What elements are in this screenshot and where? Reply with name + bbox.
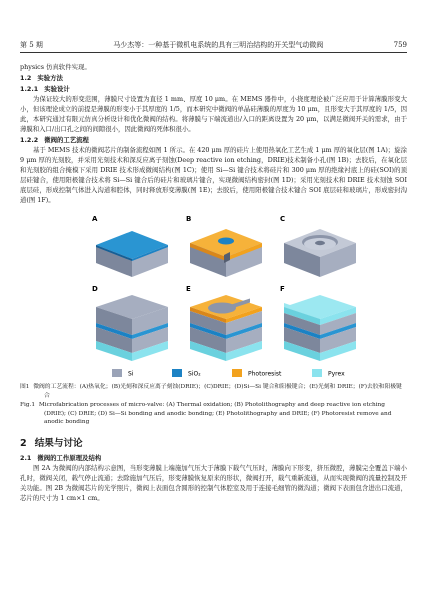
heading-2-1 bbox=[20, 453, 407, 463]
heading-1-2-2 bbox=[20, 135, 407, 145]
heading-1-2-1 bbox=[20, 84, 407, 94]
panel-label-f: F bbox=[280, 285, 285, 293]
legend-swatch-sio2 bbox=[172, 369, 182, 377]
caption-label-zh: 图1 bbox=[20, 384, 30, 390]
panel-f bbox=[280, 285, 356, 361]
heading-title: 实验方法 bbox=[37, 74, 63, 82]
heading-number: 1.2 bbox=[20, 74, 32, 82]
legend-label-si: Si bbox=[128, 370, 134, 378]
caption-text-en: Microfabrication processes of micro-valve: (A) Thermal oxidation; (B) Photolithography and deep reactive ion etching (DRIE); (C) DRIE; (D) Si—Si bonding and anodic bonding; (E) Photolithography and DRIE; (F) Photoresist remove and anodic bonding bbox=[38, 402, 392, 426]
caption-text-zh: 微阀的工艺流程：(A)热氧化；(B)光刻和深反应离子刻蚀(DRIE)；(C)DRIE；(D)Si—Si 键合和阳极键合；(E)光刻和 DRIE；(F)去胶和阳极键合 bbox=[33, 384, 402, 399]
figure-caption-en bbox=[20, 401, 407, 427]
running-title: 马少杰等：一种基于微机电系统的具有三明治结构的开关型气动微阀 bbox=[113, 41, 324, 49]
issue-number: 第 5 期 bbox=[20, 41, 43, 49]
page-number: 759 bbox=[393, 41, 407, 49]
article-body bbox=[20, 62, 407, 503]
paragraph-principle: 图 2A 为微阀的内部结构示意图，当形变薄膜上端施加气压大于薄膜下载气气压时，薄膜向下形变，挤压微腔，薄膜完全覆盖下端小孔时，微阀关闭，载气停止流通；去除施加气压后，形变薄膜恢复原来的形状，微阀打开，载气重新流通，从而实现微阀的流量控制及开关功能。图 2B 为微阀芯片的光学照片，微阀上表面包含圆形的控制气体腔室及用于连接毛细管的微沟道；微阀下表面包含进出口流道，芯片的尺寸为 1 cm×1 cm。 bbox=[20, 463, 407, 502]
figure-caption-zh bbox=[20, 383, 407, 400]
legend-swatch-si bbox=[112, 369, 122, 377]
heading-1-2 bbox=[20, 73, 407, 83]
panel-label-d: D bbox=[92, 285, 98, 293]
section-title: 结果与讨论 bbox=[34, 437, 83, 449]
paragraph-continuation: physics 仿真软件实现。 bbox=[20, 63, 91, 71]
panel-c bbox=[280, 215, 356, 277]
legend-swatch-pyrex bbox=[312, 369, 322, 377]
legend-label-sio2: SiO₂ bbox=[188, 370, 201, 378]
heading-number: 1.2.1 bbox=[20, 85, 39, 93]
section-heading-2 bbox=[20, 439, 407, 449]
paragraph-design: 为保证较大的形变范围，薄膜尺寸设置为直径 1 mm、厚度 10 μm。在 MEMS 器件中，小挠度理论被广泛应用于计算薄膜形变大小，但该理论成立的前提是薄膜的形变小于其厚度的 1/5，而本研究中微阀的单晶硅薄膜的厚度为 10 μm，且形变大于其厚度的 1/5，因此，本研究通过有限元仿真分析设计和优化微阀的结构。将薄膜与下端流道出/入口的距离设置为 20 μm，以满足微阀开关的需求，由于薄膜和入口/出口孔之间的间隙很小，因此微阀的死体积很小。 bbox=[20, 95, 407, 133]
panel-label-a: A bbox=[92, 215, 98, 223]
panel-label-c: C bbox=[280, 215, 286, 223]
running-header bbox=[20, 39, 407, 51]
legend-label-pyrex: Pyrex bbox=[328, 370, 345, 378]
panel-label-b: B bbox=[186, 215, 192, 223]
heading-title: 微阀的工作原理及结构 bbox=[37, 453, 102, 462]
legend-swatch-photoresist bbox=[232, 369, 242, 377]
process-flow-figure bbox=[20, 211, 407, 379]
panel-a bbox=[92, 215, 168, 277]
heading-title: 微阀的工艺流程 bbox=[44, 136, 89, 144]
header-rule bbox=[20, 52, 407, 53]
panel-b bbox=[186, 215, 262, 277]
heading-number: 1.2.2 bbox=[20, 136, 39, 144]
panel-d bbox=[92, 285, 168, 361]
panel-label-e: E bbox=[186, 285, 191, 293]
panel-e bbox=[186, 285, 262, 361]
paragraph-process: 基于 MEMS 技术的微阀芯片的制备流程如图 1 所示。在 420 μm 厚的硅片上使用热氧化工艺生成 1 μm 厚的氧化层(图 1A)；旋涂 9 μm 厚的光刻胶，并采用光刻技术和深反应离子刻蚀(Deep reactive ion etching，DRIE)技术制备小孔(图 1B)；去胶后，在氧化层和光刻胶的组合掩模下采用 DRIE 技术形成微阀结构(图 1C)；使用 Si—Si 键合技术将硅片和 300 μm 厚的绝缘衬底上的硅(SOI)的顶层硅键合，使用阳极键合技术将 Si—Si 键合后的硅片和玻璃片键合，实现微阀结构密封(图 1D)；采用光刻技术和 DRIE 技术刻蚀 SOI 底层硅，形成控制气体进入沟道和腔体，同时释放形变薄膜(图 1E)；去胶后，使用阳极键合技术键合 SOI 底层硅和玻璃片，形成密封沟道(图 1F)。 bbox=[20, 146, 407, 204]
heading-title: 实验设计 bbox=[44, 85, 70, 93]
figure-legend bbox=[112, 369, 345, 378]
heading-number: 2.1 bbox=[20, 453, 32, 462]
section-number: 2 bbox=[20, 437, 27, 449]
caption-label-en: Fig.1 bbox=[20, 402, 36, 409]
legend-label-photoresist: Photoresist bbox=[248, 370, 282, 378]
